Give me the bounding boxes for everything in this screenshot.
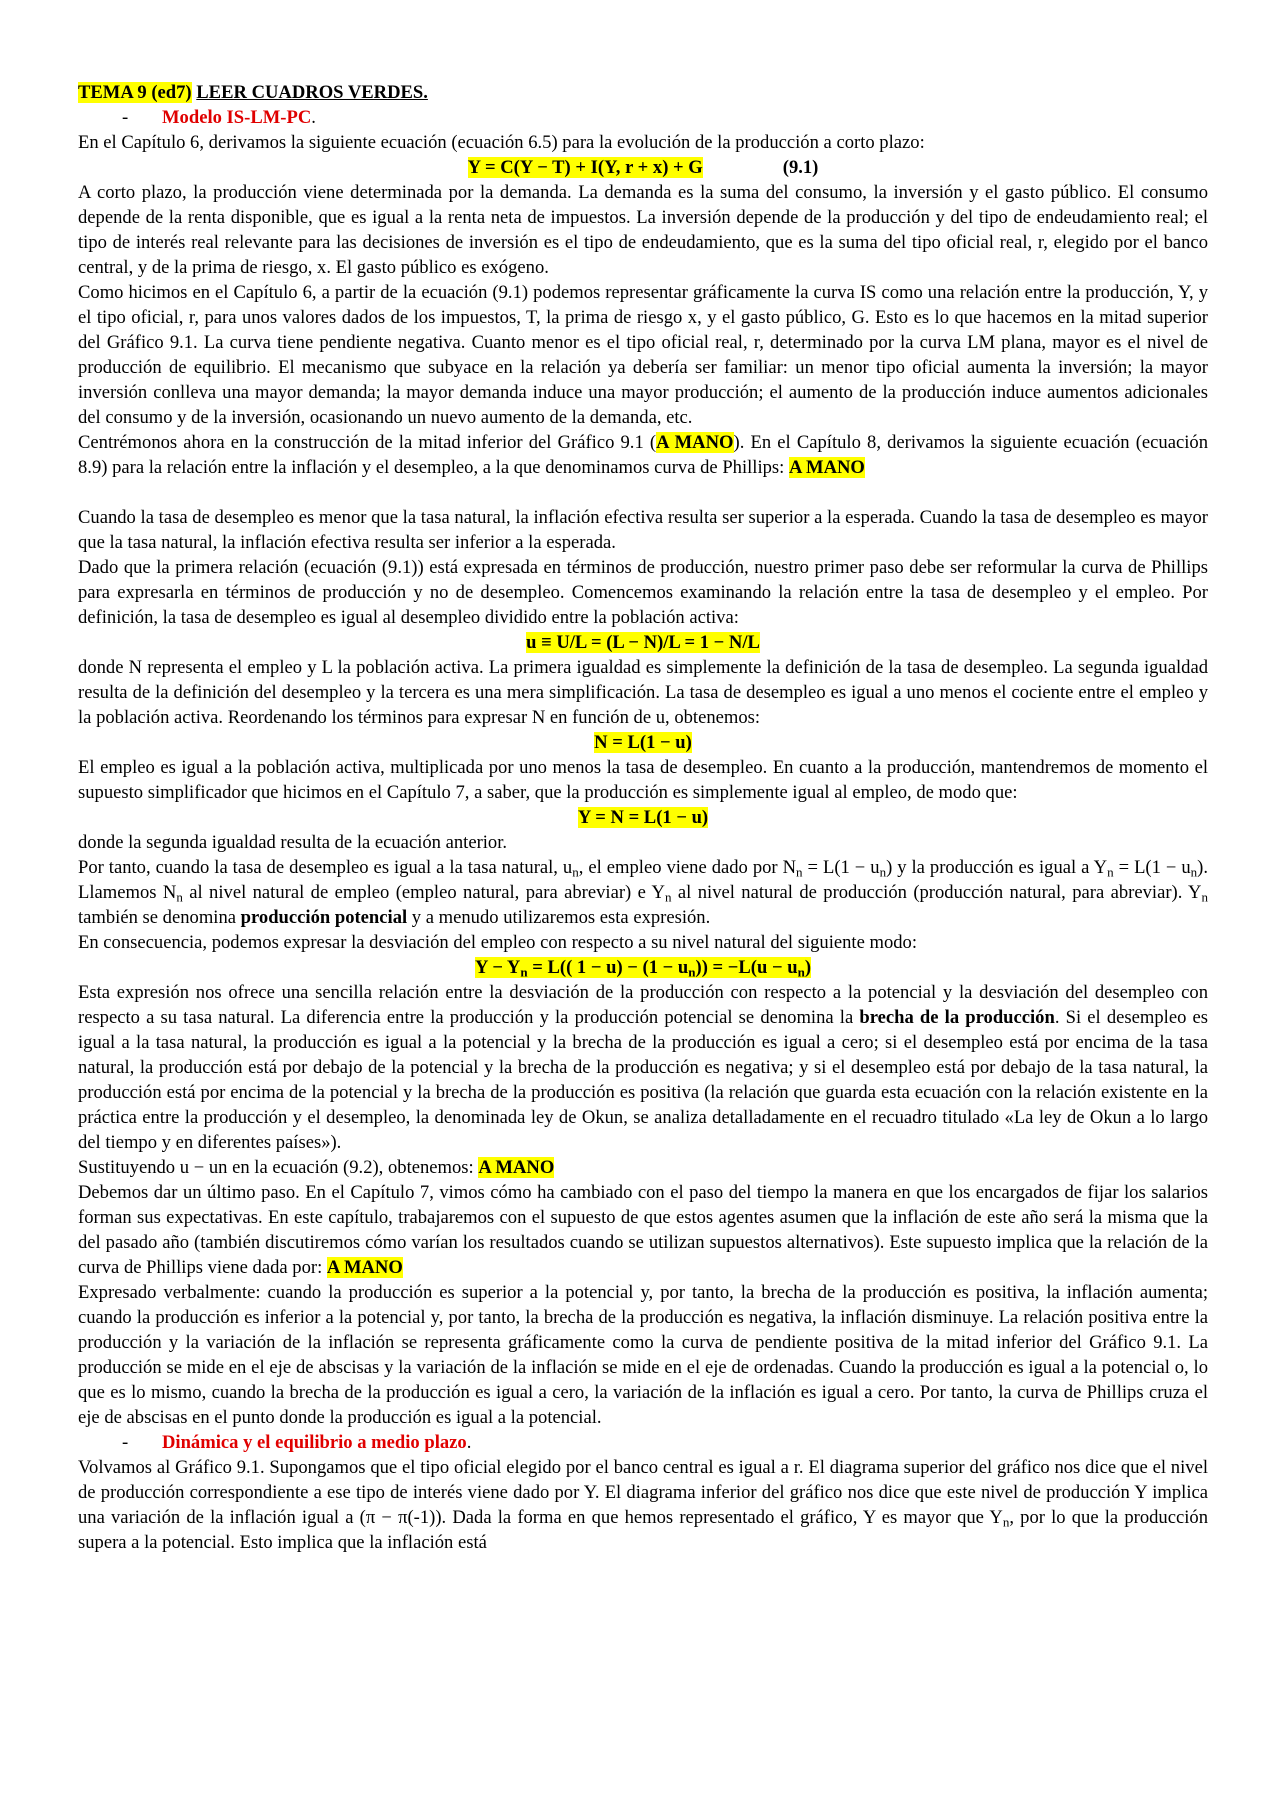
paragraph: El empleo es igual a la población activa, multiplicada por uno menos la tasa de desempleo. En cuanto a la producción, mantendremos de momento el supuesto simplificador que hicimos en el Capítulo 7, a saber, que la producción es simplemente igual al empleo, de modo que: — [78, 757, 1208, 803]
paragraph: Cuando la tasa de desempleo es menor que la tasa natural, la inflación efectiva resulta ser superior a la esperada. Cuando la tasa de desempleo es mayor que la tasa natural, la inflación efectiva resulta ser inferior a la esperada. — [78, 507, 1208, 553]
paragraph: donde N representa el empleo y L la población activa. La primera igualdad es simplemente la definición de la tasa de desempleo. La segunda igualdad resulta de la definición del desempleo y la tercera es una mera simplificación. La tasa de desempleo es igual a uno menos el cociente entre el empleo y la población activa. Reordenando los términos para expresar N en función de u, obtenemos: — [78, 657, 1208, 728]
equation-9-1: Y = C(Y − T) + I(Y, r + x) + G (9.1) — [467, 157, 819, 178]
title-highlight: TEMA 9 (ed7) — [78, 82, 192, 103]
paragraph: Sustituyendo u − un en la ecuación (9.2), obtenemos: A MANO — [78, 1157, 555, 1178]
section-heading-islmpc: - Modelo IS-LM-PC. — [122, 107, 316, 128]
a-mano-mark: A MANO — [788, 457, 865, 478]
paragraph: Esta expresión nos ofrece una sencilla relación entre la desviación de la producción con respecto a la potencial y la desviación del desempleo con respecto a su tasa natural. La diferencia entre la producción y la producción potencial se denomina la brecha de la producción. Si el desempleo es igual a la tasa natural, la producción es igual a la potencial y la brecha de la producción es igual a cero; si el desempleo está por encima de la tasa natural, la producción está por debajo de la potencial y la brecha de la producción es negativa; y si el desempleo está por debajo de la tasa natural, la producción está por encima de la potencial y la brecha de la producción es positiva (la relación que guarda esta ecuación con la relación existente en la práctica entre la producción y el desempleo, la denominada ley de Okun, se analiza detalladamente en el recuadro titulado «La ley de Okun a lo largo del tiempo y en diferentes países»). — [78, 982, 1209, 1153]
a-mano-mark: A MANO — [656, 432, 734, 453]
equation-output: Y = N = L(1 − u) — [577, 807, 709, 828]
paragraph: En consecuencia, podemos expresar la desviación del empleo con respecto a su nivel natural del siguiente modo: — [78, 932, 918, 953]
document-page — [78, 80, 1208, 1555]
paragraph: donde la segunda igualdad resulta de la ecuación anterior. — [78, 832, 508, 853]
paragraph: Centrémonos ahora en la construcción de la mitad inferior del Gráfico 9.1 (A MANO). En el Capítulo 8, derivamos la siguiente ecuación (ecuación 8.9) para la relación entre la inflación y el desempleo, a la que denominamos curva de Phillips: A MANO — [78, 432, 1208, 478]
equation-9-2: $Y - Y_n = L$(( $1 - u) - (1 - u_n)) = -L(u - u_n)$ — [474, 957, 812, 980]
equation-unemployment-rate: u ≡ U/L = (L − N)/L = 1 − N/L — [526, 632, 760, 653]
a-mano-mark: A MANO — [326, 1257, 403, 1278]
paragraph: Dado que la primera relación (ecuación (9.1)) está expresada en términos de producción, nuestro primer paso debe ser reformular la curva de Phillips para expresarla en términos de producción y no de desempleo. Comencemos examinando la relación entre la tasa de desempleo y el empleo. Por definición, la tasa de desempleo es igual al desempleo dividido entre la población activa: — [78, 557, 1208, 628]
bullet-dash: - — [122, 107, 129, 128]
title-underlined: LEER CUADROS VERDES. — [196, 82, 428, 103]
paragraph: A corto plazo, la producción viene determinada por la demanda. La demanda es la suma del consumo, la inversión y el gasto público. El consumo depende de la renta disponible, que es igual a la renta neta de impuestos. La inversión depende de la producción y del tipo de endeudamiento real; el tipo de interés real relevante para las decisiones de inversión es el tipo de endeudamiento, que es la suma del tipo oficial real, r, elegido por el banco central, y de la prima de riesgo, x. El gasto público es exógeno. — [78, 182, 1208, 278]
page-title — [78, 80, 1208, 105]
paragraph: Debemos dar un último paso. En el Capítulo 7, vimos cómo ha cambiado con el paso del tiempo la manera en que los encargados de fijar los salarios forman sus expectativas. En este capítulo, trabajaremos con el supuesto de que estos agentes asumen que la inflación de este año será la misma que la del pasado año (también discutiremos cómo varían los resultados cuando se utilizan supuestos alternativos). Este supuesto implica que la relación de la curva de Phillips viene dada por: A MANO — [78, 1182, 1208, 1278]
paragraph: Por tanto, cuando la tasa de desempleo es igual a la tasa natural, $u_n$, el empleo viene dado por $N_n = L(1 - u_n)$ y la producción es igual a $Y_n = L(1 - u_n)$. Llamemos $N_n$ al nivel natural de empleo (empleo natural, para abreviar) e $Y_n$ al nivel natural de producción (producción natural, para abreviar). $Y_n$ también se denomina producción potencial y a menudo utilizaremos esta expresión. — [78, 857, 1209, 928]
paragraph: Expresado verbalmente: cuando la producción es superior a la potencial y, por tanto, la brecha de la producción es positiva, la inflación aumenta; cuando la producción es inferior a la potencial y, por tanto, la brecha de la producción es negativa, la inflación disminuye. La relación positiva entre la producción y la variación de la inflación se representa gráficamente como la curva de pendiente positiva de la mitad inferior del Gráfico 9.1. La producción se mide en el eje de abscisas y la variación de la inflación se mide en el eje de ordenadas. Cuando la producción es igual a la potencial o, lo que es lo mismo, cuando la brecha de la producción es igual a cero, la variación de la inflación es igual a cero. Por tanto, la curva de Phillips cruza el eje de abscisas en el punto donde la producción es igual a la potencial. — [78, 1282, 1208, 1428]
bullet-dash: - — [122, 1432, 129, 1453]
paragraph: Como hicimos en el Capítulo 6, a partir de la ecuación (9.1) podemos representar gráficamente la curva IS como una relación entre la producción, Y, y el tipo oficial, r, para unos valores dados de los impuestos, T, la prima de riesgo x, y el gasto público, G. Esto es lo que hacemos en la mitad superior del Gráfico 9.1. La curva tiene pendiente negativa. Cuanto menor es el tipo oficial real, r, determinado por la curva LM plana, mayor es el nivel de producción de equilibrio. El mecanismo que subyace en la relación ya debería ser familiar: un menor tipo oficial aumenta la inversión; la mayor inversión conlleva una mayor demanda; la mayor demanda induce una mayor producción; el aumento de la producción induce aumentos adicionales del consumo y de la inversión, ocasionando un nuevo aumento de la demanda, etc. — [78, 282, 1208, 428]
a-mano-mark: A MANO — [478, 1157, 555, 1178]
blank-line — [78, 480, 1208, 505]
equation-employment: N = L(1 − u) — [594, 732, 692, 753]
paragraph: En el Capítulo 6, derivamos la siguiente ecuación (ecuación 6.5) para la evolución de la producción a corto plazo: — [78, 132, 925, 153]
section-heading-dynamics: - Dinámica y el equilibrio a medio plazo. — [122, 1432, 472, 1453]
paragraph: Volvamos al Gráfico 9.1. Supongamos que el tipo oficial elegido por el banco central es igual a r. El diagrama superior del gráfico nos dice que el nivel de producción correspondiente a ese tipo de interés viene dado por Y. El diagrama inferior del gráfico nos dice que este nivel de producción Y implica una variación de la inflación igual a (π − π(-1)). Dada la forma en que hemos representado el gráfico, Y es mayor que $Y_n$, por lo que la producción supera a la potencial. Esto implica que la inflación está — [78, 1457, 1208, 1553]
